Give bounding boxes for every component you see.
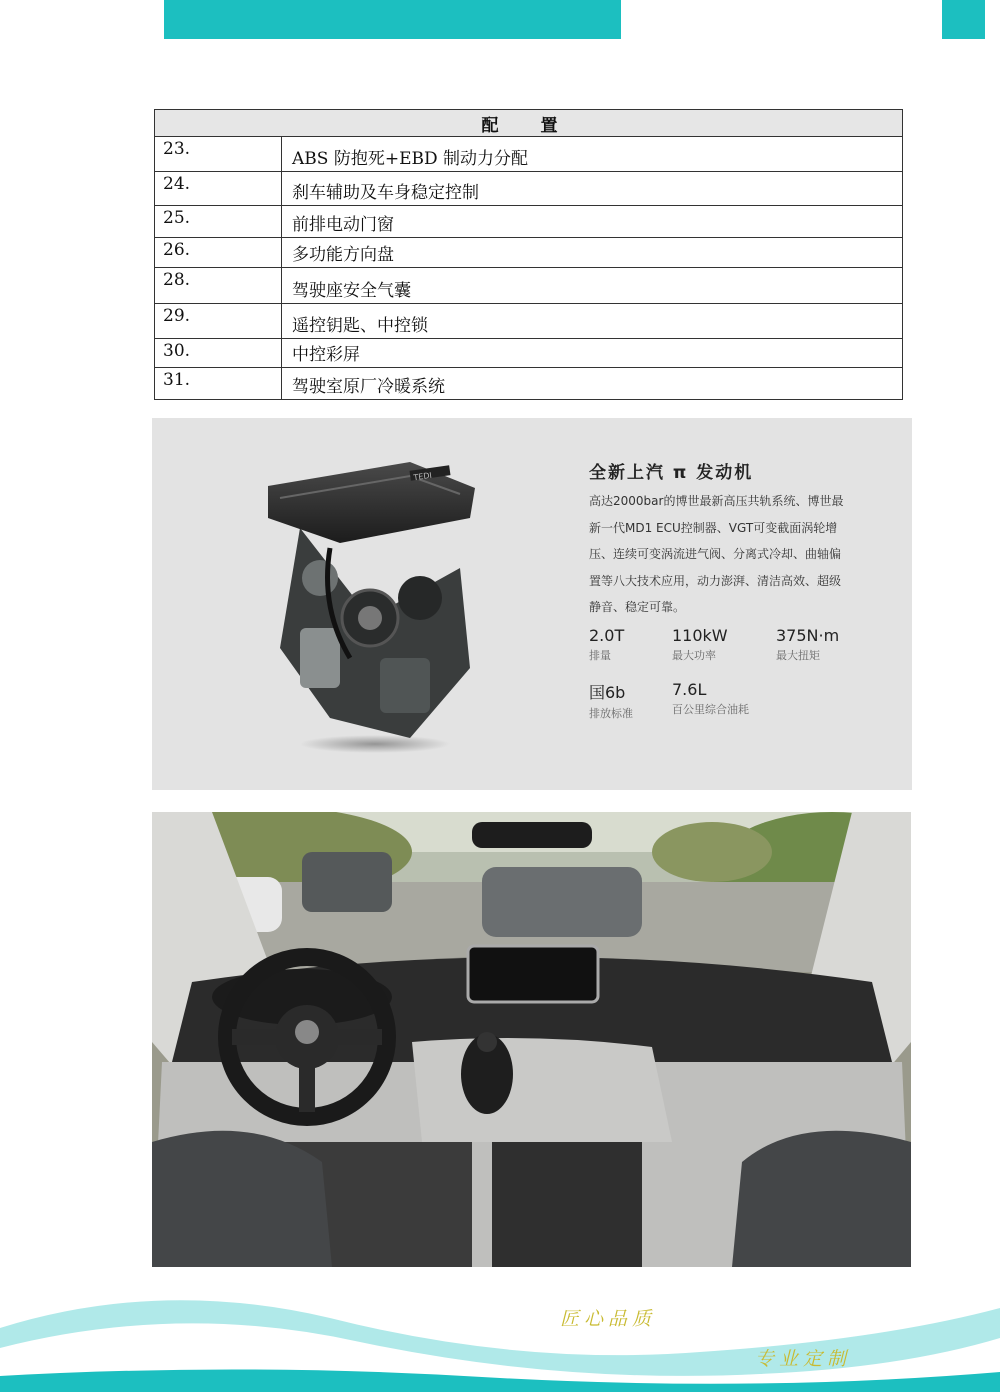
row-feature: 多功能方向盘 [282,238,903,268]
row-number: 25. [155,206,282,238]
spec-value: 375N·m [776,626,840,645]
row-feature: ABS 防抱死+EBD 制动力分配 [282,137,903,172]
spec-label: 百公里综合油耗 [672,703,749,716]
spec-torque [776,626,839,663]
row-feature: 遥控钥匙、中控锁 [282,304,903,339]
row-number: 29. [155,304,282,339]
engine-panel [152,418,912,790]
row-feature: 前排电动门窗 [282,206,903,238]
table-row [155,172,903,206]
spec-label: 最大功率 [672,649,716,662]
table-row [155,268,903,304]
table-row [155,137,903,172]
engine-description: 高达2000bar的博世最新高压共轨系统、博世最新一代MD1 ECU控制器、VGT可变截面涡轮增压、连续可变涡流进气阀、分离式冷却、曲轴偏置等八大技术应用，动力澎湃、清洁高效、超级静音、稳定可靠。 [589,494,844,614]
row-number: 23. [155,137,282,172]
table-row [155,368,903,400]
row-number: 24. [155,172,282,206]
row-number: 26. [155,238,282,268]
row-number: 30. [155,339,282,368]
engine-title: 全新上汽 π 发动机 [589,463,754,483]
interior-dashboard-photo [152,812,911,1267]
engine-image [260,458,490,758]
engine-badge: TEDI [412,470,433,483]
row-feature: 刹车辅助及车身稳定控制 [282,172,903,206]
footer-slogan-quality: 匠心品质 [560,1308,657,1330]
table-row [155,206,903,238]
header-accent-bar [164,0,621,39]
spec-value: 国6b [589,683,626,702]
row-feature: 驾驶室原厂冷暖系统 [282,368,903,400]
row-feature: 中控彩屏 [282,339,903,368]
header-accent-block [942,0,985,39]
table-row [155,304,903,339]
table-row [155,339,903,368]
spec-label: 最大扭矩 [776,649,820,662]
row-number: 31. [155,368,282,400]
spec-value: 2.0T [589,626,625,645]
footer-slogan-custom: 专业定制 [755,1348,852,1370]
spec-label: 排量 [589,649,611,662]
row-number: 28. [155,268,282,304]
row-feature: 驾驶座安全气囊 [282,268,903,304]
spec-fuel-consumption [672,680,749,717]
spec-power [672,626,728,663]
config-table [154,109,903,400]
config-table-header: 配 置 [155,110,903,137]
spec-emission [589,680,633,721]
dashboard-illustration [152,812,911,1267]
spec-value: 110kW [672,626,728,645]
spec-value: 7.6L [672,680,707,699]
spec-displacement [589,626,624,663]
table-row [155,238,903,268]
footer-wave-decoration [0,1288,1000,1392]
spec-label: 排放标准 [589,707,633,720]
